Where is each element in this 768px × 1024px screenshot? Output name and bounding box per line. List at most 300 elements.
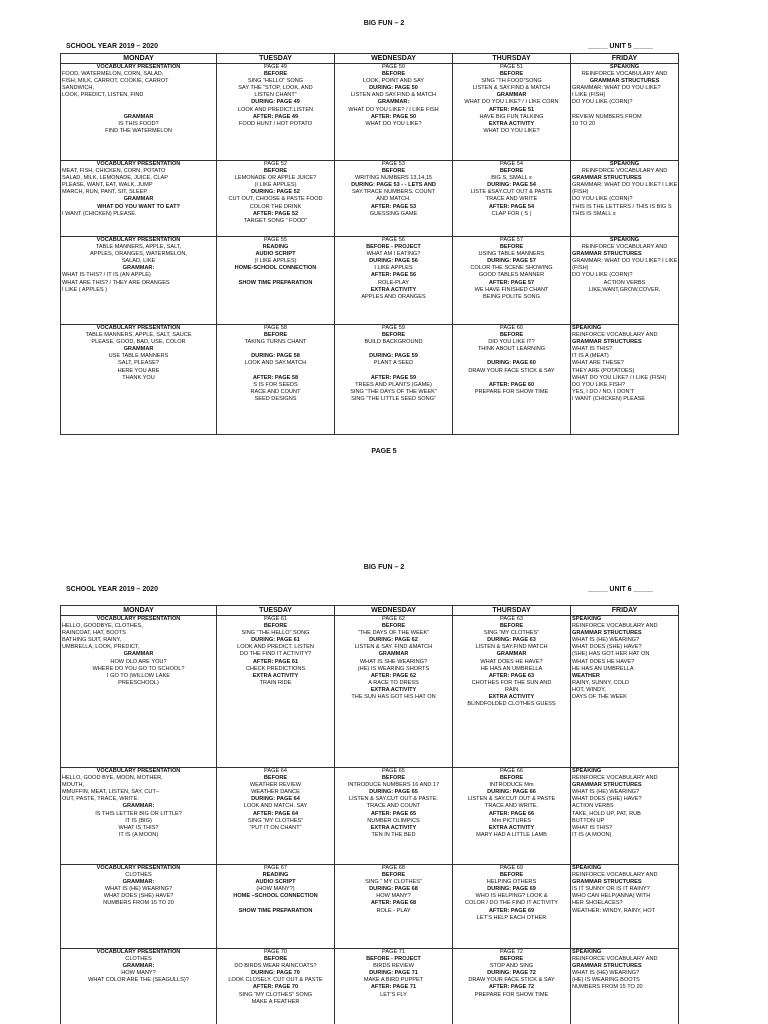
cell-line: LOOK, POINT AND SAY xyxy=(362,78,425,85)
cell-line: GRAMMAR STRUCTURES xyxy=(572,963,642,970)
cell-line: READING xyxy=(262,244,289,251)
cell-line: PAGE 56 xyxy=(382,237,405,243)
cell-line: AFTER: PAGE 53 xyxy=(370,203,417,210)
cell-line: HE HAS AN UMBRELLA xyxy=(480,665,543,672)
cell-line: TABLE MANNERS, APPLE, SALT, SAUCE xyxy=(85,332,192,339)
cell-line: DURING: PAGE 60 xyxy=(487,360,536,367)
cell-line: REINFORCE VOCABULARY AND xyxy=(581,71,668,78)
cell-line: PAGE 66 xyxy=(500,768,523,774)
cell-line: WHAT DOES (SHE) HAVE? xyxy=(572,644,642,651)
cell-line: LOOK AND PREDICT. LISTEN xyxy=(237,644,314,651)
table-body xyxy=(61,616,679,1024)
cell-line: BEFORE xyxy=(499,623,524,630)
cell-line: VOCABULARY PRESENTATION xyxy=(96,64,181,70)
cell-line: RACE AND COUNT xyxy=(250,388,301,395)
cell-line: MMUFFIN, MEAT, LISTEN, SAY, CUT– xyxy=(62,789,159,796)
cell-thursday xyxy=(453,237,571,325)
cell-line: LOOK, PREDICT, LISTEN, FIND xyxy=(62,92,144,99)
cell-line: DURING: PAGE 54 xyxy=(487,182,536,189)
cell-line xyxy=(336,368,451,375)
cell-line: DURING: PAGE 57 xyxy=(487,258,536,265)
cell-line xyxy=(454,353,569,360)
cell-line: CUT OUT, CHOOSE & PASTE FOOD xyxy=(228,196,323,203)
cell-line: HELLO, GOODBYE, CLOTHES, xyxy=(62,623,143,630)
table-row xyxy=(61,325,679,435)
cell-line: VOCABULARY PRESENTATION xyxy=(96,616,181,622)
cell-thursday xyxy=(453,865,571,949)
cell-line: SHOW TIME PREPARATION xyxy=(238,907,313,914)
cell-line: SPEAKING xyxy=(609,64,640,70)
cell-line: FIND THE WATERMELON xyxy=(105,127,172,134)
cell-line: LISTEN AND SAY.FIND & MATCH xyxy=(350,92,437,99)
cell-thursday xyxy=(453,616,571,768)
cell-line: RAINCOAT, HAT, BOOTS xyxy=(62,630,126,637)
cell-line: DRAW YOUR FACE.STICK & SAY xyxy=(468,977,555,984)
cell-line: WHAT IS THIS? xyxy=(572,824,613,831)
cell-line: GRAMMAR: WHAT DO YOU LIKE? xyxy=(572,85,661,92)
school-year-unit-6: SCHOOL YEAR 2019 – 2020 xyxy=(66,586,158,593)
cell-line: BEFORE xyxy=(381,775,406,782)
cell-line: PAGE 63 xyxy=(500,616,523,622)
cell-line: I WANT (CHICKEN) PLEASE xyxy=(572,395,646,402)
cell-line: LISTEN & SAY.CUT OUT & PASTE. xyxy=(348,796,438,803)
cell-line: AFTER: PAGE 50 xyxy=(370,113,417,120)
cell-line: YES, I DO / NO, I DON’T xyxy=(572,388,635,395)
cell-line: AFTER: PAGE 65 xyxy=(370,810,417,817)
cell-line: HOW MANY? xyxy=(376,893,411,900)
cell-tuesday xyxy=(217,237,335,325)
cell-line: PAGE 64 xyxy=(264,768,287,774)
cell-line: ROLE-PLAY xyxy=(378,279,409,286)
cell-line: BUILD BACKGROUND xyxy=(364,339,423,346)
cell-line: BEFORE xyxy=(381,168,406,175)
cell-thursday xyxy=(453,64,571,161)
cell-line: REINFORCE VOCABULARY AND xyxy=(572,956,658,963)
cell-line: PAGE 70 xyxy=(264,949,287,955)
header-thursday: THURSDAY xyxy=(453,606,571,616)
unit-label-6: _____ UNIT 6 _____ xyxy=(588,586,653,593)
cell-line: TARGET SONG “ FOOD” xyxy=(243,217,308,224)
cell-wednesday xyxy=(335,325,453,435)
cell-line: CHECK PREDICTIONS xyxy=(245,665,306,672)
cell-line: HERE YOU ARE xyxy=(117,367,160,374)
cell-line: EXTRA ACTIVITY xyxy=(252,672,299,679)
cell-thursday xyxy=(453,768,571,865)
cell-thursday xyxy=(453,325,571,435)
cell-line: SING “ MY CLOTHES” xyxy=(365,879,422,886)
cell-line: WEATHER REVIEW xyxy=(249,782,302,789)
header-row xyxy=(61,54,679,64)
cell-line: TAKING TURNS CHANT xyxy=(244,339,307,346)
cell-friday xyxy=(571,616,679,768)
cell-line: (FISH) xyxy=(572,265,589,272)
cell-line: PLANT A SEED xyxy=(373,360,414,367)
cell-line: TRACE AND WRITE xyxy=(485,196,538,203)
cell-line: DO YOU LIKE FISH? xyxy=(572,381,626,388)
header-friday: FRIDAY xyxy=(571,606,679,616)
cell-line: I WANT (CHICKEN) PLEASE. xyxy=(62,210,137,217)
cell-line: (HOW MANY?) xyxy=(256,886,295,893)
cell-line: SAY THE “STOP, LOOK, AND xyxy=(238,85,313,92)
cell-tuesday xyxy=(217,949,335,1024)
cell-line: VOCABULARY PRESENTATION xyxy=(96,865,181,871)
cell-line: APPLES AND ORANGES xyxy=(361,293,426,300)
cell-line: PAGE 52 xyxy=(264,161,287,167)
cell-line: SING “TH FOOD”SONG xyxy=(481,78,542,85)
cell-line: SING “MY CLOTHES” xyxy=(247,817,304,824)
cell-line: BEFORE xyxy=(381,332,406,339)
cell-tuesday xyxy=(217,64,335,161)
cell-line: WHAT IS THIS? xyxy=(572,346,613,353)
cell-line: BEFORE - PROJECT xyxy=(366,956,421,963)
cell-line: BUTTON UP xyxy=(572,817,605,824)
cell-line: “THE DAYS OF THE WEEK” xyxy=(357,630,430,637)
cell-line: GRAMMAR: WHAT DO YOU LIKE? I LIKE xyxy=(572,182,677,189)
cell-line: INTRODUCE Mm xyxy=(489,782,534,789)
cell-line: GRAMMAR: WHAT DO YOU LIKE? I LIKE xyxy=(572,258,677,265)
cell-line: APPLES, ORANGES, WATERMELON, xyxy=(90,251,187,258)
cell-line: HER SHOELACES? xyxy=(572,900,623,907)
cell-line: ROLE - PLAY xyxy=(376,907,411,914)
cell-line: SPEAKING xyxy=(572,325,602,331)
cell-line: AFTER: PAGE 57 xyxy=(488,279,535,286)
cell-line: PREPARE FOR SHOW TIME xyxy=(474,388,549,395)
cell-line: PAGE 67 xyxy=(264,865,287,871)
cell-line: WHAT ARE THESE? xyxy=(572,360,624,367)
cell-tuesday xyxy=(217,865,335,949)
cell-line xyxy=(62,99,215,106)
cell-line: 10 TO 20 xyxy=(572,120,596,127)
cell-line: LIKE,WANT,GROW,COVER, xyxy=(588,286,661,293)
cell-line: SALT, PLEASE? xyxy=(118,360,159,367)
cell-line: DURING: PAGE 56 xyxy=(369,258,418,265)
cell-line: SPEAKING xyxy=(609,161,640,167)
cell-line: HOW MANY? xyxy=(121,970,156,977)
cell-line: BEFORE xyxy=(263,71,288,78)
cell-line: VOCABULARY PRESENTATION xyxy=(96,325,181,331)
cell-line: WRITING NUMBERS 13,14,15 xyxy=(354,175,433,182)
cell-line: IT IS (A MOON) xyxy=(572,831,612,838)
cell-line: AFTER: PAGE 59 xyxy=(370,374,417,381)
cell-line: WHAT DO YOU WANT TO EAT? xyxy=(97,203,180,210)
cell-line: PAGE 69 xyxy=(500,865,523,871)
cell-line: GRAMMAR xyxy=(123,346,154,353)
cell-line: (HE) IS WEARING BOOTS xyxy=(572,977,640,984)
cell-line: PAGE 51 xyxy=(500,64,523,70)
cell-wednesday xyxy=(335,161,453,237)
cell-line: WHAT DO YOU LIKE? / I LIKE FISH xyxy=(348,106,439,113)
cell-line: MEAT, FISH, CHICKEN, CORN, POTATO xyxy=(62,168,166,175)
unit-label-5: _____ UNIT 5 _____ xyxy=(588,43,653,50)
cell-line: TABLE MANNERS, APPLE, SALT, xyxy=(95,244,182,251)
cell-line: EXTRA ACTIVITY xyxy=(488,824,535,831)
cell-line: IT IS (BIG) xyxy=(125,817,152,824)
cell-line: TRACE AND WRITE. xyxy=(484,803,539,810)
cell-line: AFTER: PAGE 68 xyxy=(370,900,417,907)
cell-line: SEED DESIGNS xyxy=(254,395,297,402)
cell-line: BEFORE xyxy=(381,872,406,879)
cell-line: THE SUN HAS GOT HIS HAT ON xyxy=(351,694,436,701)
cell-line: REINFORCE VOCABULARY AND xyxy=(572,775,658,782)
cell-line: USE TABLE MANNERS xyxy=(108,353,169,360)
cell-monday xyxy=(61,616,217,768)
cell-line: DURING: PAGE 52 xyxy=(251,189,300,196)
table-row xyxy=(61,949,679,1024)
cell-line: (SHE) HAS GOT HER HAT ON xyxy=(572,651,650,658)
cell-line: LISTEN & SAY.FIND & MATCH xyxy=(472,85,551,92)
cell-line: PAGE 53 xyxy=(382,161,405,167)
cell-line: (HE) IS WEARING SHORTS xyxy=(357,665,430,672)
cell-line xyxy=(336,346,451,353)
cell-line: DURING: PAGE 69 xyxy=(487,886,536,893)
cell-line: VOCABULARY PRESENTATION xyxy=(96,949,181,955)
cell-line: DRAW YOUR FACE STICK & SAY xyxy=(468,367,555,374)
cell-line: DO BIRDS WEAR RAINCOATS? xyxy=(234,963,317,970)
cell-line: AFTER: PAGE 61 xyxy=(252,658,299,665)
cell-line: “PUT IT ON CHANT” xyxy=(249,824,302,831)
cell-line xyxy=(218,346,333,353)
cell-line: GOOD TABLES MANNER xyxy=(478,272,545,279)
cell-line: PAGE 59 xyxy=(382,325,405,331)
cell-line: THEY ARE (POTATOES) xyxy=(572,367,635,374)
cell-line: FOOD, WATERMELON, CORN, SALAD, xyxy=(62,71,164,78)
cell-line: ACTION VERBS xyxy=(603,279,646,286)
cell-line: FISH, MILK, CARROT, COOKIE, CARROT xyxy=(62,78,169,85)
cell-line: STOP AND SING xyxy=(489,963,534,970)
cell-line: REINFORCE VOCABULARY AND xyxy=(572,623,658,630)
cell-line: BEFORE xyxy=(263,623,288,630)
cell-line: PAGE 55 xyxy=(264,237,287,243)
cell-line: WHAT DO YOU LIKE? / I LIKE (FISH) xyxy=(572,374,667,381)
cell-line: TRACE AND COUNT xyxy=(366,803,421,810)
cell-line: CLAP FOR ( S ) xyxy=(491,210,532,217)
cell-line: PREPARE FOR SHOW TIME xyxy=(474,991,549,998)
cell-line: INTRODUCE NUMBERS 16 AND 17 xyxy=(347,782,440,789)
cell-line: WHO IS HELPING? LOOK & xyxy=(475,893,548,900)
cell-line: GUESSING GAME xyxy=(369,210,418,217)
cell-line: AFTER: PAGE 60 xyxy=(488,381,535,388)
cell-line: WHAT DOES HE HAVE? xyxy=(572,658,635,665)
cell-line: LISTEN & SAY.FIND MATCH xyxy=(475,644,548,651)
cell-line: VOCABULARY PRESENTATION xyxy=(96,237,181,243)
cell-line: WHAT IS (HE) WEARING? xyxy=(104,886,173,893)
cell-line: THIS IS THE LETTERS / THIS IS BIG S xyxy=(572,203,672,210)
cell-line: WHAT IS SHE WEARING? xyxy=(359,658,428,665)
cell-line: VOCABULARY PRESENTATION xyxy=(96,768,181,774)
lesson-plan-table-unit-6 xyxy=(60,605,679,1024)
cell-line: DO YOU LIKE (CORN)? xyxy=(572,196,633,203)
cell-line: SPEAKING xyxy=(572,768,602,774)
cell-line: BEFORE - PROJECT xyxy=(366,244,421,251)
cell-line: USING TABLE MANNERS xyxy=(478,251,545,258)
cell-friday xyxy=(571,161,679,237)
cell-line: SPEAKING xyxy=(609,237,640,243)
cell-line: TRAIN RIDE xyxy=(259,679,292,686)
cell-line: WHAT DOES (SHE) HAVE? xyxy=(572,796,642,803)
table-row xyxy=(61,768,679,865)
cell-line: BEFORE xyxy=(263,775,288,782)
cell-wednesday xyxy=(335,616,453,768)
cell-line xyxy=(454,375,569,382)
cell-line: WHAT IS (HE) WEARING? xyxy=(572,970,640,977)
cell-monday xyxy=(61,237,217,325)
cell-line: DAYS OF THE WEEK xyxy=(572,694,627,701)
cell-line: REINFORCE VOCABULARY AND xyxy=(581,244,668,251)
cell-line: FOOD HUNT / HOT POTATO xyxy=(238,120,313,127)
cell-line: NUMBERS FROM 15 TO 20 xyxy=(572,984,643,991)
cell-monday xyxy=(61,865,217,949)
cell-line: PLEASE, GOOD, BAD, USE, COLOR xyxy=(91,339,186,346)
cell-line: SAY.TRACE NUMBERS, COUNT xyxy=(351,189,436,196)
cell-line: THINK ABOUT LEARNING xyxy=(477,346,546,353)
cell-line: PAGE 58 xyxy=(264,325,287,331)
cell-line: DURING: PAGE 66 xyxy=(487,789,536,796)
cell-line: PAGE 49 xyxy=(264,64,287,70)
cell-line: AND MATCH. xyxy=(376,196,411,203)
cell-line: AFTER: PAGE 71 xyxy=(370,984,417,991)
cell-line: DURING: PAGE 65 xyxy=(369,789,418,796)
cell-line: AFTER: PAGE 51 xyxy=(488,106,535,113)
cell-line: PREESCHOOL) xyxy=(118,679,159,686)
cell-tuesday xyxy=(217,616,335,768)
cell-line: HELLO, GOOD BYE, MOON, MOTHER, xyxy=(62,775,163,782)
cell-line: THANK YOU xyxy=(122,374,155,381)
cell-line: GRAMMAR: xyxy=(122,963,155,970)
cell-line: BEFORE xyxy=(263,956,288,963)
cell-wednesday xyxy=(335,949,453,1024)
cell-line: AUDIO SCRIPT xyxy=(255,879,296,886)
cell-line: GRAMMAR STRUCTURES xyxy=(572,339,642,346)
cell-line: I LIKE APPLES xyxy=(374,265,413,272)
cell-line: DID YOU LIKE IT? xyxy=(488,339,535,346)
cell-wednesday xyxy=(335,64,453,161)
cell-line xyxy=(218,368,333,375)
cell-line: WHAT COLOR ARE THE (SEAGULLS)? xyxy=(88,977,189,984)
header-monday: MONDAY xyxy=(61,606,217,616)
cell-line: MAKE A FEATHER xyxy=(251,998,300,1005)
cell-line: GRAMMAR: xyxy=(377,99,410,106)
cell-line: I LIKE (FISH) xyxy=(572,92,606,99)
cell-line: GRAMMAR: xyxy=(122,265,155,272)
cell-monday xyxy=(61,768,217,865)
cell-line: GRAMMAR STRUCTURES xyxy=(589,78,660,85)
cell-line: BEFORE xyxy=(263,332,288,339)
cell-line: (I LIKE APPLES) xyxy=(254,258,297,265)
cell-line: CLOTHES xyxy=(125,872,152,879)
cell-line: AFTER: PAGE 63 xyxy=(488,672,535,679)
cell-line: CLOTHES xyxy=(125,956,152,963)
cell-line: SING “MY CLOTHES” SONG xyxy=(238,991,313,998)
cell-line: WEATHER: WINDY, RAINY, HOT xyxy=(572,907,655,914)
cell-line: MAKE A BIRD PUPPET xyxy=(363,977,424,984)
cell-line: EXTRA ACTIVITY xyxy=(488,120,535,127)
cell-line: BEFORE xyxy=(499,956,524,963)
header-friday: FRIDAY xyxy=(571,54,679,64)
cell-line: SING “MY CLOTHES” xyxy=(483,630,540,637)
doc-title-unit-6: BIG FUN – 2 xyxy=(363,564,405,571)
cell-line: AFTER: PAGE 69 xyxy=(488,907,535,914)
cell-line: GRAMMAR: xyxy=(122,803,155,810)
cell-line: MARCH, RUN, PANT, SIT, SLEEP. xyxy=(62,189,148,196)
cell-line: WEATHER xyxy=(572,672,600,679)
cell-line: DURING: PAGE 59 xyxy=(369,353,418,360)
page-label: PAGE 5 xyxy=(371,448,397,455)
cell-line: NUMBER OLIMPICS xyxy=(367,817,420,824)
cell-line: DURING: PAGE 58 xyxy=(251,353,300,360)
table-row xyxy=(61,161,679,237)
cell-line: CHOTHES FOR THE SUN AND xyxy=(471,679,552,686)
cell-line: SHOW TIME PREPARATION xyxy=(238,279,313,286)
cell-line: IT IS A (MEAT) xyxy=(572,353,609,360)
cell-line: BEFORE xyxy=(499,872,524,879)
cell-line: BEFORE xyxy=(499,168,524,175)
cell-line: AFTER: PAGE 52 xyxy=(252,210,299,217)
cell-line: PAGE 61 xyxy=(264,616,287,622)
cell-line: SPEAKING xyxy=(572,616,602,622)
cell-line: SALAD, LIKE xyxy=(121,258,156,265)
cell-line: EXTRA ACTIVITY xyxy=(370,824,417,831)
header-wednesday: WEDNESDAY xyxy=(335,54,453,64)
cell-line: AUDIO SCRIPT xyxy=(255,251,296,258)
cell-line: LISTEN CHANT” xyxy=(254,92,297,99)
cell-line: I GO TO (WILLOW LAKE xyxy=(107,672,170,679)
cell-line: WHO CAN HELP(ANNA) WITH xyxy=(572,893,651,900)
lesson-plan-table-unit-5 xyxy=(60,53,679,435)
cell-line: DO YOU LIKE (CORN)? xyxy=(572,272,633,279)
cell-line: EXTRA ACTIVITY xyxy=(370,286,417,293)
cell-line: LET’S FLY xyxy=(380,991,407,998)
cell-line: S IS FOR SEEDS xyxy=(253,381,298,388)
cell-line: GRAMMAR STRUCTURES xyxy=(572,175,642,182)
cell-tuesday xyxy=(217,325,335,435)
cell-line: HOME –SCHOOL CONNECTION xyxy=(233,893,318,900)
cell-line: REINFORCE VOCABULARY AND xyxy=(572,332,658,339)
cell-line: TEN IN THE BED xyxy=(371,831,416,838)
cell-line xyxy=(572,107,677,114)
cell-line: WHAT DO YOU LIKE? xyxy=(365,120,422,127)
cell-line: DO YOU LIKE (CORN)? xyxy=(572,99,633,106)
cell-wednesday xyxy=(335,768,453,865)
cell-line: GRAMMAR xyxy=(123,651,154,658)
cell-line: REINFORCE VOCABULARY AND xyxy=(572,872,658,879)
cell-line: AFTER: PAGE 66 xyxy=(488,810,535,817)
cell-line: VOCABULARY PRESENTATION xyxy=(96,161,181,167)
cell-line: LISTE &SAY.CUT OUT & PASTE xyxy=(470,189,553,196)
cell-line: LET’S HELP EACH OTHER xyxy=(476,914,547,921)
cell-line: ACTION VERBS xyxy=(572,803,614,810)
cell-line: BEFORE xyxy=(381,623,406,630)
cell-line: BATHING SUIT, RAINY, xyxy=(62,637,122,644)
cell-line: Mm PICTURES xyxy=(491,817,532,824)
cell-line: WHAT DO YOU LIKE? / I LIKE CORN xyxy=(464,99,559,106)
cell-line: DURING: PAGE 72 xyxy=(487,970,536,977)
cell-line: AFTER: PAGE 70 xyxy=(252,984,299,991)
cell-line xyxy=(218,272,333,279)
cell-line: HOT, WINDY, xyxy=(572,686,606,693)
cell-line: AFTER: PAGE 62 xyxy=(370,672,417,679)
table-body xyxy=(61,64,679,435)
cell-line: EXTRA ACTIVITY xyxy=(370,686,417,693)
cell-line: WHAT DO YOU LIKE? xyxy=(483,127,540,134)
cell-line: IS IT SUNNY OR IS IT RAINY? xyxy=(572,886,650,893)
cell-line: AFTER: PAGE 49 xyxy=(252,113,299,120)
cell-line: AFTER: PAGE 54 xyxy=(488,203,535,210)
cell-line: BEFORE xyxy=(263,168,288,175)
cell-line: PAGE 68 xyxy=(382,865,405,871)
cell-line: WHAT IS (HE) WEARING? xyxy=(572,637,640,644)
cell-friday xyxy=(571,865,679,949)
cell-line: SPEAKING xyxy=(572,949,602,955)
